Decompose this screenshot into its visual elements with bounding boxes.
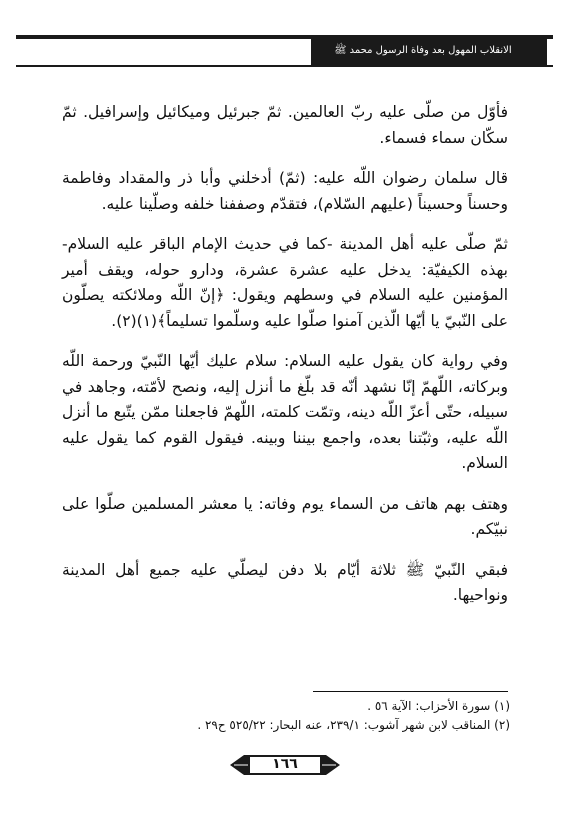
paragraph-5: وهتف بهم هاتف من السماء يوم وفاته: يا معشر المسلمين صلّوا على نبيّكم. [62, 494, 508, 538]
header-rule-bottom [16, 65, 553, 67]
page-number: ١٦٦ [272, 756, 298, 772]
footnote-2: (٢) المناقب لابن شهر آشوب: ٢٣٩/١، عنه البحار: ٥٢٥/٢٢ ح٢٩ . [197, 718, 510, 732]
header-title: الانقلاب المهول بعد وفاة الرسول محمد ﷺ [334, 45, 512, 56]
paragraph-4: وفي رواية كان يقول عليه السلام: سلام عليك أيّها النّبيّ ورحمة اللّه وبركاته، اللّهمّ إنّا نشهد أنّه قد بلّغ ما أنزل إليه، ونصح لأمّته، وجاهد في سبيله، حتّى أعزّ اللّه دينه، وتمّت كلمته، اللّهمّ فاجعلنا ممّن يتّبع ما أنزل اللّه عليه، وثبّتنا بعده، واجمع بيننا وبينه. فيقول القوم كما يقول عليه السلام. [62, 352, 508, 472]
paragraph-6: فبقي النّبيّ ﷺ ثلاثة أيّام بلا دفن ليصلّي عليه جميع أهل المدينة ونواحيها. [62, 560, 508, 604]
page-number-ornament [230, 753, 340, 777]
footnote-divider [313, 691, 508, 692]
paragraph-1: فأوّل من صلّى عليه ربّ العالمين. ثمّ جبرئيل وميكائيل وإسرافيل. ثمّ سكّان سماء فسماء. [62, 103, 508, 147]
paragraph-2: قال سلمان رضوان اللّه عليه: (ثمّ) أدخلني وأبا ذر والمقداد وفاطمة وحسناً وحسيناً (عليهم السّلام)، فتقدّم وصففنا خلفه وصلّينا عليه. [62, 169, 508, 213]
footnote-1: (١) سورة الأحزاب: الآية ٥٦ . [367, 699, 510, 713]
footnotes [140, 697, 510, 735]
paragraph-3: ثمّ صلّى عليه أهل المدينة -كما في حديث الإمام الباقر عليه السلام- بهذه الكيفيّة: يدخل عليه عشرة عشرة، ودارو حوله، ويقف أمير المؤمنين عليه السلام في وسطهم ويقول: ﴿إنّ اللّه وملائكته يصلّون على النّبيّ يا أيّها الّذين آمنوا صلّوا عليه وسلّموا تسليماً﴾(١)(٢). [62, 235, 508, 330]
main-text [62, 100, 508, 624]
running-header [16, 35, 553, 71]
